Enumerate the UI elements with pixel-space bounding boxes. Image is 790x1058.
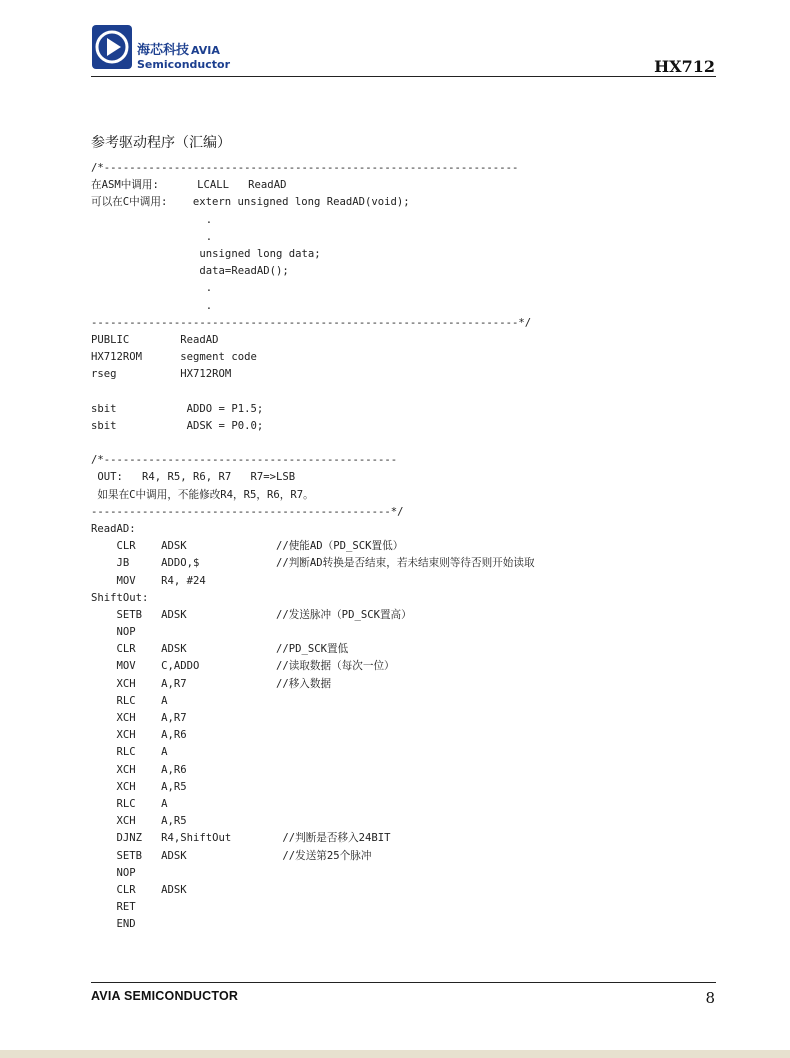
code-line: XCH A,R7 //移入数据 <box>91 677 332 690</box>
code-line: . <box>91 282 213 295</box>
code-line: sbit ADSK = P0.0; <box>91 419 264 432</box>
code-line: XCH A,R6 <box>91 729 187 742</box>
code-line: PUBLIC ReadAD <box>91 333 219 346</box>
code-line: NOP <box>91 866 136 879</box>
code-line: -------------------------------------------------------------------*/ <box>91 316 532 329</box>
code-line: MOV C,ADDO //读取数据（每次一位） <box>91 660 395 673</box>
code-line: XCH A,R5 <box>91 815 187 828</box>
code-line: XCH A,R5 <box>91 780 187 793</box>
avia-logo-icon <box>91 24 133 70</box>
code-line: /*---------------------------------------------- <box>91 454 398 467</box>
code-line: -----------------------------------------------*/ <box>91 505 404 518</box>
code-line: RET <box>91 901 136 914</box>
code-line: /*----------------------------------------------------------------- <box>91 162 519 174</box>
code-line <box>91 383 711 400</box>
code-line: data=ReadAD(); <box>91 265 289 278</box>
code-line: 在ASM中调用: LCALL ReadAD <box>91 179 287 192</box>
code-line: DJNZ R4,ShiftOut //判断是否移入24BIT <box>91 832 391 845</box>
code-line: ReadAD: <box>91 522 136 535</box>
code-line: OUT: R4, R5, R6, R7 R7=>LSB <box>91 471 296 484</box>
page-edge <box>0 1050 790 1058</box>
code-line: NOP <box>91 626 136 639</box>
code-line: . <box>91 230 213 243</box>
logo-brand-text: AVIA <box>191 44 220 57</box>
footer-company: AVIA SEMICONDUCTOR <box>91 989 239 1003</box>
code-line: HX712ROM segment code <box>91 351 257 364</box>
code-line: SETB ADSK //发送脉冲（PD_SCK置高） <box>91 608 412 621</box>
code-line: CLR ADSK <box>91 883 187 896</box>
code-line: unsigned long data; <box>91 247 321 260</box>
code-line: . <box>91 299 213 312</box>
code-line: ShiftOut: <box>91 591 149 604</box>
code-line <box>91 435 711 452</box>
code-line: rseg HX712ROM <box>91 368 232 381</box>
logo-wordmark-cn <box>137 44 220 58</box>
code-line: XCH A,R6 <box>91 763 187 776</box>
code-line: SETB ADSK //发送第25个脉冲 <box>91 849 372 862</box>
code-line: JB ADDO,$ //判断AD转换是否结束，若未结束则等待否则开始读取 <box>91 557 535 570</box>
header-divider <box>91 76 716 77</box>
code-line: CLR ADSK //使能AD（PD_SCK置低） <box>91 540 404 553</box>
code-line: sbit ADDO = P1.5; <box>91 402 264 415</box>
code-line: RLC A <box>91 746 168 759</box>
assembly-code-block <box>91 160 711 933</box>
footer-divider <box>91 982 716 983</box>
document-id: HX712 <box>654 57 715 76</box>
code-line: END <box>91 918 136 931</box>
code-line: RLC A <box>91 797 168 810</box>
logo-cn-text: 海芯科技 <box>137 43 190 58</box>
code-line: RLC A <box>91 694 168 707</box>
section-title: 参考驱动程序（汇编） <box>91 135 231 151</box>
code-line: 如果在C中调用，不能修改R4，R5，R6，R7。 <box>91 488 314 501</box>
code-line: CLR ADSK //PD_SCK置低 <box>91 643 349 656</box>
code-line: 可以在C中调用: extern unsigned long ReadAD(void); <box>91 196 410 209</box>
logo-wordmark-en: Semiconductor <box>137 58 230 71</box>
code-line: XCH A,R7 <box>91 712 187 724</box>
code-line: . <box>91 213 213 226</box>
code-line: MOV R4, #24 <box>91 574 206 587</box>
page-number: 8 <box>705 989 715 1007</box>
